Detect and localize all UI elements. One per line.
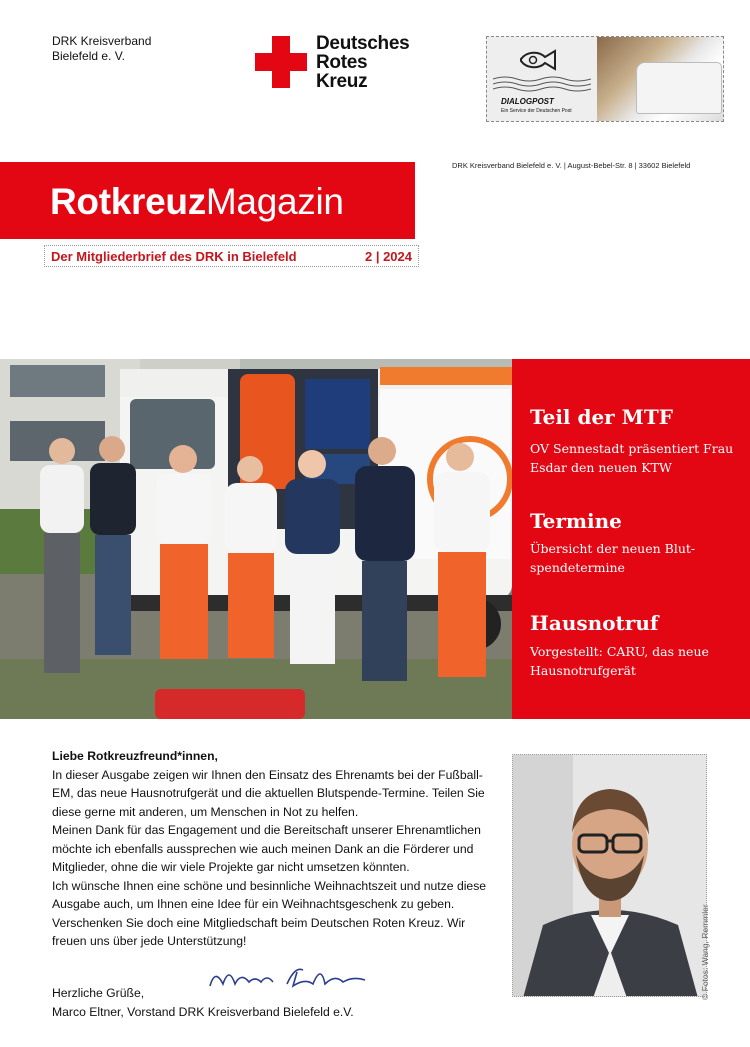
teaser-text-hausnotruf: Vorgestellt: CARU, das neue Hausnotrufgerät <box>530 644 709 678</box>
sender-address: DRK Kreisverband Bielefeld e. V. | August-Bebel-Str. 8 | 33602 Bielefeld <box>452 161 691 170</box>
postage-stamp <box>486 36 724 122</box>
issue-number: 2 | 2024 <box>364 249 412 264</box>
letter-closing <box>52 984 354 1021</box>
letter-greeting: Liebe Rotkreuzfreund*innen, <box>52 749 218 763</box>
title-bold: Rotkreuz <box>50 181 206 222</box>
teaser-heading-termine: Termine <box>530 509 622 533</box>
organization-line-2: Bielefeld e. V. <box>52 49 125 63</box>
contents-sidebar <box>512 359 750 719</box>
logo-line-3: Kreuz <box>316 71 368 92</box>
letter-paragraph-2: Meinen Dank für das Engagement und die Bereitschaft unserer Ehrenamtlichen möchte ich ebenfalls aussprechen wie auch meinen Dank an die Förderer und Mitglieder, ohne die wir viele Projekte gar nicht umsetzen könnten. <box>52 823 481 874</box>
closing-signatory: Marco Eltner, Vorstand DRK Kreisverband Bielefeld e.V. <box>52 1004 354 1019</box>
magazine-title <box>50 180 344 224</box>
organization-name <box>52 34 151 64</box>
letter-paragraph-3: Ich wünsche Ihnen eine schöne und besinnliche Weihnachtszeit und nutze diese Ausgabe auch, um Ihnen eine Idee für ein Weihnachtsgeschenk zu geben. Verschenken Sie doch eine Mitgliedschaft beim Deutschen Roten Kreuz. Wir freuen uns über jede Unterstützung! <box>52 878 487 948</box>
editorial-letter <box>52 747 492 951</box>
subtitle-box <box>44 245 419 267</box>
drk-logo <box>253 34 428 90</box>
group-photo-illustration <box>0 359 512 719</box>
teaser-heading-mtf: Teil der MTF <box>530 405 673 429</box>
stamp-ambulance-image <box>637 63 721 113</box>
logo-wordmark <box>316 34 409 91</box>
post-horn-icon <box>519 47 559 73</box>
cancellation-waves <box>493 75 591 93</box>
teaser-text-termine: Übersicht der neuen Blut-spendetermine <box>530 541 696 575</box>
photo-credit: © Fotos: Wang, Remmler <box>700 904 710 1000</box>
dialogpost-label: DIALOGPOST <box>501 97 554 106</box>
letter-paragraph-1: In dieser Ausgabe zeigen wir Ihnen den Einsatz des Ehrenamts bei der Fußball-EM, das neue Hausnotrufgerät und die aktuellen Blutspende-Termine. Teilen Sie diese gerne mit anderen, um Menschen in Not zu helfen. <box>52 767 485 819</box>
organization-line-1: DRK Kreisverband <box>52 34 152 48</box>
portrait-illustration <box>513 755 707 997</box>
red-cross-icon <box>255 36 307 88</box>
teaser-heading-hausnotruf: Hausnotruf <box>530 611 659 635</box>
dialogpost-mark <box>487 37 597 121</box>
closing-greeting: Herzliche Grüße, <box>52 986 145 1000</box>
cover-photo <box>0 359 512 719</box>
author-portrait <box>512 754 707 997</box>
title-regular: Magazin <box>205 181 344 222</box>
teaser-text-mtf: OV Sennestadt präsentiert Frau Esdar den neuen KTW <box>530 441 734 475</box>
stamp-photo <box>597 37 723 121</box>
dialogpost-sub: Ein Service der Deutschen Post <box>501 108 572 114</box>
magazine-subtitle: Der Mitgliederbrief des DRK in Bielefeld <box>51 249 297 264</box>
logo-line-2: Rotes <box>316 52 368 73</box>
logo-line-1: Deutsches <box>316 33 410 54</box>
